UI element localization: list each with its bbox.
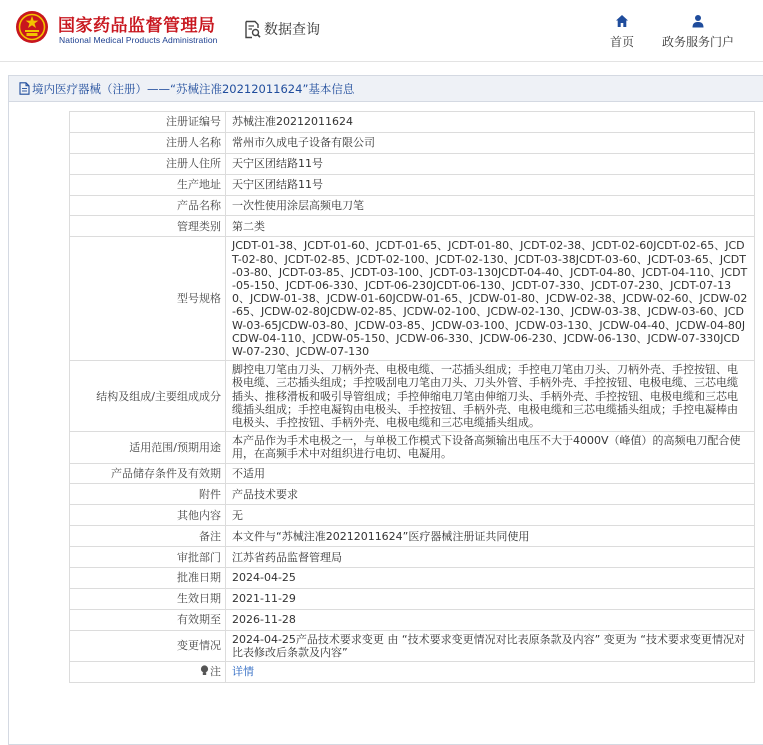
row-value: 产品技术要求 [226,484,755,505]
lightbulb-icon [200,665,209,676]
table-row [70,195,755,216]
site-title-en: National Medical Products Administration [59,35,218,45]
row-label: 注册证编号 [70,112,226,133]
national-emblem-icon [15,10,49,44]
row-value: 一次性使用涂层高频电刀笔 [226,195,755,216]
row-label: 注册人名称 [70,132,226,153]
row-label-note [70,662,226,683]
table-row [70,432,755,463]
row-value: 2024-04-25 [226,568,755,589]
row-value: 天宁区团结路11号 [226,153,755,174]
row-label: 产品名称 [70,195,226,216]
row-label: 产品储存条件及有效期 [70,463,226,484]
row-value: 江苏省药品监督管理局 [226,547,755,568]
table-row [70,153,755,174]
row-label: 生效日期 [70,588,226,609]
table-row [70,526,755,547]
row-label: 适用范围/预期用途 [70,432,226,463]
nav-home[interactable] [608,14,636,50]
row-value: 2021-11-29 [226,588,755,609]
panel-header [9,76,763,102]
site-title-cn: 国家药品监督管理局 [58,16,216,36]
row-value: 第二类 [226,216,755,237]
info-table [69,111,755,683]
row-value: 不适用 [226,463,755,484]
document-search-icon [244,20,261,39]
table-row [70,568,755,589]
note-label: 注 [210,665,221,679]
row-label: 审批部门 [70,547,226,568]
row-value-change-history: 2024-04-25产品技术要求变更 由 “技术要求变更情况对比表原条款及内容” 变更为 “技术要求变更情况对比表修改后条款及内容” [226,630,755,661]
detail-panel [8,75,763,745]
row-value: 本文件与“苏械注准20212011624”医疗器械注册证共同使用 [226,526,755,547]
panel-title: 境内医疗器械（注册）——“苏械注准20212011624”基本信息 [32,81,355,96]
user-icon [691,14,705,28]
row-value: 2026-11-28 [226,609,755,630]
row-label: 有效期至 [70,609,226,630]
site-header [0,0,763,62]
row-value: 天宁区团结路11号 [226,174,755,195]
nav-home-label: 首页 [609,35,634,49]
nav-government-portal[interactable] [658,14,738,50]
row-value-composition: 脚控电刀笔由刀头、刀柄外壳、电极电缆、一芯插头组成；手控电刀笔由刀头、刀柄外壳、手控按钮、电极电缆、三芯插头组成；手控吸刮电刀笔由刀头、刀头外管、手柄外壳、手控按钮、电极电缆、三芯电缆插头、推移滑板和吸引导管组成；手控伸缩电刀笔由伸缩刀头、手柄外壳、手控按钮、电极电缆和三芯电缆插头组成；手控电凝钩由电极头、手控按钮、手柄外壳、电极电缆和三芯电缆插头组成；手控电凝棒由电极头、手控按钮、手柄外壳、电极电缆和三芯电缆插头组成。 [226,361,755,432]
table-row [70,237,755,361]
table-row [70,174,755,195]
table-row [70,484,755,505]
data-query-link[interactable] [244,19,320,39]
row-value-model-specs: JCDT-01-38、JCDT-01-60、JCDT-01-65、JCDT-01-80、JCDT-02-38、JCDT-02-60JCDT-02-65、JCDT-02-80、JCDT-02-85、JCDT-02-100、JCDT-02-130、JCDT-03-38JCDT-03-60、JCDT-03-65、JCDT-03-80、JCDT-03-85、JCDT-03-100、JCDT-03-130JCDT-04-40、JCDT-04-80、JCDT-04-110、JCDT-05-150、JCDT-06-330、JCDT-06-230JCDT-06-130、JCDT-07-330、JCDT-07-230、JCDT-07-130、JCDW-01-38、JCDW-01-60JCDW-01-65、JCDW-01-80、JCDW-02-38、JCDW-02-60、JCDW-02-65、JCDW-02-80JCDW-02-85、JCDW-02-100、JCDW-02-130、JCDW-03-38、JCDW-03-60、JCDW-03-65JCDW-03-80、JCDW-03-85、JCDW-03-100、JCDW-03-130、JCDW-04-40、JCDW-04-80JCDW-04-110、JCDW-05-150、JCDW-06-330、JCDW-06-230、JCDW-06-130、JCDW-07-330JCDW-07-230、JCDW-07-130 [226,237,755,361]
row-label: 其他内容 [70,505,226,526]
row-label: 型号规格 [70,237,226,361]
row-label: 附件 [70,484,226,505]
row-label: 变更情况 [70,630,226,661]
row-label: 批准日期 [70,568,226,589]
data-query-label: 数据查询 [264,22,320,38]
row-label: 管理类别 [70,216,226,237]
document-icon [19,82,30,95]
table-row [70,588,755,609]
table-row [70,361,755,432]
nav-portal-label: 政务服务门户 [661,35,734,49]
table-row [70,630,755,661]
table-row [70,505,755,526]
details-link[interactable]: 详情 [232,665,254,679]
row-label: 生产地址 [70,174,226,195]
row-value: 无 [226,505,755,526]
row-value-note [226,662,755,683]
table-row [70,547,755,568]
table-row [70,132,755,153]
row-label: 备注 [70,526,226,547]
row-label: 结构及组成/主要组成成分 [70,361,226,432]
row-value: 常州市久成电子设备有限公司 [226,132,755,153]
row-value-intended-use: 本产品作为手术电极之一，与单极工作模式下设备高频输出电压不大于4000V（峰值）的高频电刀配合使用，在高频手术中对组织进行电切、电凝用。 [226,432,755,463]
table-row [70,662,755,683]
row-value: 苏械注准20212011624 [226,112,755,133]
home-icon [615,14,629,28]
table-row [70,609,755,630]
table-row [70,216,755,237]
row-label: 注册人住所 [70,153,226,174]
table-row [70,112,755,133]
table-row [70,463,755,484]
